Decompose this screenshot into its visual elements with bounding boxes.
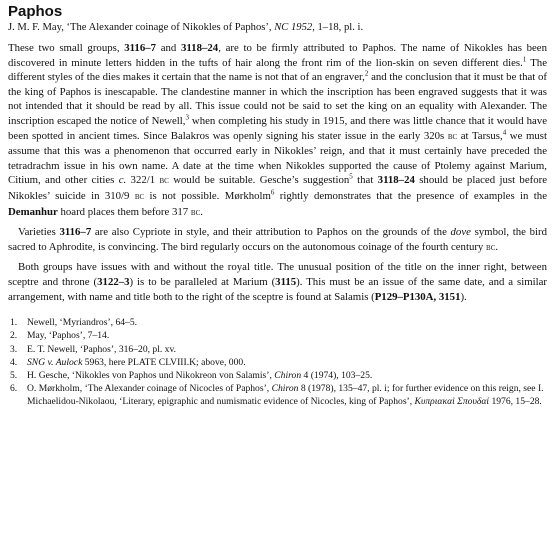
italic-run: Chiron	[274, 369, 302, 381]
text-run: and	[156, 42, 181, 54]
footnote-marker[interactable]: 4	[502, 127, 507, 136]
text-run: Both groups have issues with and without the royal title. The unusual position of the title on the inner right, between sceptre and throne (	[8, 261, 547, 288]
era-abbrev: bc	[190, 206, 201, 218]
text-run: .	[200, 205, 203, 218]
text-run: when completing his study in 1915, and there was little chance that it would have been spotted in ancient times. Since Balakros was openly signing his stater issue in the early 320s	[8, 114, 547, 142]
text-run: would be suitable. Gesche’s suggestion	[168, 174, 350, 187]
text-run: ) is to be paralleled at Marium (	[129, 275, 276, 288]
era-abbrev: bc	[134, 190, 145, 202]
text-run: hoard places them before 317	[57, 205, 191, 218]
footnote-marker[interactable]: 1	[522, 55, 527, 63]
italic-run: SNG v. Aulock	[27, 356, 83, 368]
paragraph-2	[8, 225, 547, 255]
text-run: is not possible. Mørkholm	[144, 189, 271, 202]
plate-reference: PLATE CLVIII.K	[127, 356, 197, 368]
ref-title: ‘The Alexander coinage of Nikokles of Paphos’,	[66, 22, 275, 33]
footnote-text	[27, 382, 547, 408]
coin-reference: 3118–24	[180, 42, 219, 54]
italic-run: Chiron	[271, 383, 299, 395]
footnote-4	[8, 356, 547, 369]
coin-reference: 3118–24	[377, 174, 415, 187]
text-run: 8 (1978), 135–47, pl. i; for further evidence on this reign, see I. Michaelidou-Nikolaou, ‘Literary, epigraphic and numismatic evidence of Nicocles, king of Paphos’,	[27, 383, 544, 408]
hoard-name: Demanhur	[8, 205, 58, 218]
text-run: , are to be firmly attributed to Paphos. The name of Nikokles has been discovered in minute letters hidden in the tufts of hair along the front rim of the lion-skin on seven different dies.	[8, 42, 547, 69]
paragraph-1	[8, 41, 547, 220]
footnote-text	[27, 369, 547, 382]
footnote-marker[interactable]: 6	[270, 188, 275, 197]
text-run: Varieties	[18, 226, 60, 239]
coin-reference: 3116–7	[124, 42, 157, 54]
footnote-6	[8, 382, 547, 408]
text-run: 322/1	[126, 174, 160, 187]
italic-run: c.	[118, 174, 127, 187]
text-run: These two small groups,	[8, 42, 125, 54]
footnote-3	[8, 343, 547, 356]
footnote-2	[8, 329, 547, 342]
text-run: symbol, the bird sacred to Aphrodite, is convincing. The bird regularly occurs on the autonomous coinage of the fourth century	[8, 226, 547, 253]
era-abbrev: bc	[159, 175, 169, 187]
footnote-text	[27, 316, 547, 329]
body-text	[8, 41, 547, 304]
footnotes	[8, 316, 547, 408]
coin-reference: 3115	[275, 275, 297, 288]
text-run: O. Mørkholm, ‘The Alexander coinage of Nicocles of Paphos’,	[27, 383, 272, 395]
footnote-5	[8, 369, 547, 382]
text-run: Newell, ‘Myriandros’, 64–5.	[27, 317, 138, 329]
footnote-marker[interactable]: 3	[185, 113, 189, 122]
footnote-number: 4.	[10, 356, 18, 368]
text-run: rightly demonstrates that the presence of examples in the	[274, 189, 547, 202]
text-run: should be placed just before Nikokles’ suicide in 310/9	[8, 174, 547, 202]
ref-journal: NC 1952	[274, 22, 313, 33]
ref-author: J. M. F. May,	[8, 22, 67, 33]
text-run: 1976, 15–28.	[489, 396, 542, 408]
footnote-text	[27, 343, 547, 356]
italic-run: dove	[450, 226, 471, 239]
italic-run: Κυπριακαὶ Σπουδαί	[414, 396, 490, 408]
footnote-marker[interactable]: 2	[364, 69, 369, 78]
paragraph-3	[8, 260, 547, 304]
text-run: that	[352, 174, 378, 187]
text-run: ).	[460, 290, 467, 303]
text-run: E. T. Newell, ‘Paphos’, 316–20, pl. xv.	[27, 343, 177, 355]
footnote-number: 3.	[10, 343, 18, 355]
text-run: H. Gesche, ‘Nikokles von Paphos und Nikokreon von Salamis’,	[27, 369, 275, 381]
footnote-text	[27, 356, 547, 369]
text-run: and the conclusion that it must be that of the king of Paphos is inescapable. The clandestine manner in which the inscription has been engraved suggests that it was not intended that it should be read by all. This issue could not be said to set the king on an equality with Alexander. The inscription escaped the notice of Newell,	[8, 71, 547, 127]
text-run: are also Cypriote in style, and their attribution to Paphos on the grounds of the	[91, 226, 451, 239]
footnote-number: 1.	[10, 317, 18, 329]
footnote-number: 2.	[10, 330, 18, 342]
coin-reference: 3116–7	[59, 226, 92, 239]
footnote-number: 5.	[10, 369, 18, 381]
text-run: 4 (1974), 103–25.	[301, 369, 373, 381]
text-run: May, ‘Paphos’, 7–14.	[27, 330, 110, 342]
ref-pages: , 1–18, pl. i.	[312, 22, 364, 33]
era-abbrev: bc	[486, 241, 496, 253]
coin-reference: P129–P130A, 3151	[374, 290, 461, 303]
text-run: at Tarsus,	[457, 129, 503, 142]
text-run: The different styles of the dies makes it certain that the name is not that of an engraver,	[8, 56, 547, 84]
text-run: .	[495, 240, 499, 253]
section-heading: Paphos	[8, 3, 63, 20]
text-run: ; above, 000.	[196, 356, 246, 368]
era-abbrev: bc	[447, 130, 458, 142]
footnote-text	[27, 329, 547, 342]
footnote-number: 6.	[10, 383, 18, 395]
text-run: ). This must be an issue of the same date, and a similar arrangement, with name and title both to the right of the sceptre is found at Salamis (	[8, 275, 548, 303]
footnote-marker[interactable]: 5	[349, 172, 353, 181]
coin-reference: 3122–3	[97, 275, 130, 288]
text-run: we must assume that this was a phenomenon that occurred early in Nikokles’ reign, and that it must certainly have preceded the tetradrachm issue in his own name. A date at the time when Nikokles supported the cause of Ptolemy against Marium, Citium, and other cities	[8, 129, 547, 187]
text-run: 5963, here	[82, 356, 128, 368]
footnote-1	[8, 316, 547, 329]
bibliographic-reference	[8, 21, 547, 35]
